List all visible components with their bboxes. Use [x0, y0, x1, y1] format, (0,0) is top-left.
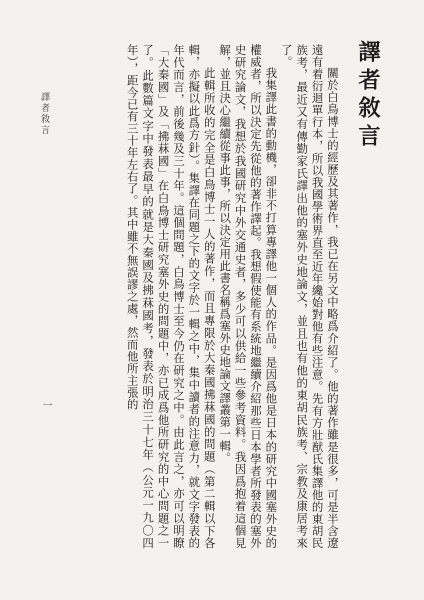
running-header: 譯者敘言 [39, 92, 49, 136]
paragraph: 關於白鳥博士的經歷及其著作，我已在另文中略爲介紹了。他的著作雖是很多，可是半含遼遠有着衍迴單行本，所以我國學術界直至近年纔始對他有些注意。先有方壯猷氏集譯他的東胡民族考，最近又有傳勤家氏譯出他的塞外史地論文，並且也有他的東胡民族考、宗教及康居考來了。 [279, 44, 340, 549]
page-title: 譯者敘言 [355, 40, 381, 152]
paragraph: 此輯所收的完全是白鳥博士一人的著作，而且專限於大秦國拂菻國的問題（第二輯以下各輯，亦擬以此爲方針）。集譯在同題之下的文字於一輯之中，集中讀者的注意力，就文字發表的年代而言，前後幾及三十年。這個問題，白鳥博士至今仍在研究之中。由此言之，亦可以明瞭「大秦國」及「拂菻國」在白鳥博士研究塞外史的問題中，亦已成爲他所研究的中心問題之一了。此數篇文字中發表最早的就是大秦國及拂菻國考，發表於明治三十七年（公元一九〇四年），距今已有三十年左右了。其中雖不無誤謬之處，然而他所主張的 [125, 44, 217, 549]
preface-body [40, 44, 340, 549]
page-number: 一 [40, 400, 51, 410]
paragraph: 我集譯此書的動機，卻非不打算專譯他一個人的作品。是因爲他是日本的研究中國塞外史的權威者，所以決定先從他的著作譯起。我想假使能有系統地繼續介紹那些日本學者所發表的塞外史研究論文，我想於我國研究中外交通史者，多少可以供給一些參考資料。我因爲抱着這個見解，並且決心繼續從事此事，所以決定用此書名稱爲塞外史地論文譯叢第一輯。 [218, 44, 279, 549]
